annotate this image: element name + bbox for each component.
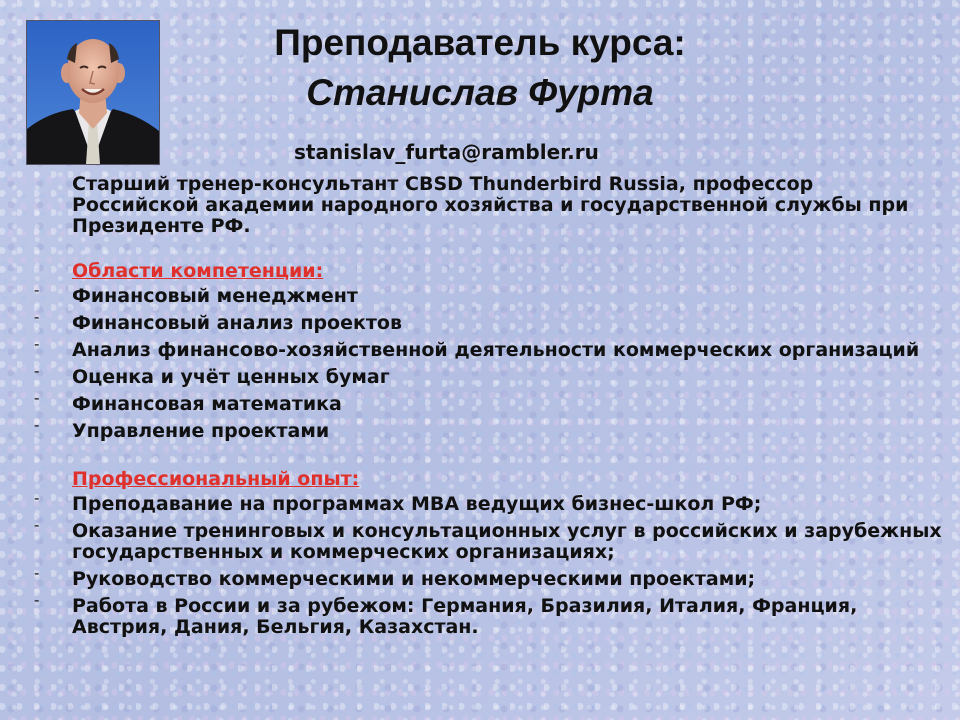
list-item: - Финансовый менеджмент — [72, 286, 942, 307]
experience-heading: Профессиональный опыт: — [72, 468, 360, 490]
list-item: - Финансовый анализ проектов — [72, 313, 942, 334]
list-item: - Руководство коммерческими и некоммерческими проектами; — [72, 569, 942, 590]
page-title: Преподаватель курса: — [274, 22, 686, 63]
portrait-photo — [26, 20, 160, 165]
list-item: - Оказание тренинговых и консультационных услуг в российских и зарубежных государственных и коммерческих организациях; — [72, 521, 942, 563]
list-item: - Анализ финансово-хозяйственной деятельности коммерческих организаций — [72, 340, 942, 361]
slide-content — [72, 174, 942, 638]
list-item: - Управление проектами — [72, 421, 942, 442]
list-item: - Преподавание на программах MBA ведущих бизнес-школ РФ; — [72, 494, 942, 515]
instructor-email: stanislav_furta@rambler.ru — [294, 140, 599, 164]
competence-list — [72, 286, 942, 442]
list-item: - Оценка и учёт ценных бумаг — [72, 367, 942, 388]
instructor-bio: Старший тренер-консультант CBSD Thunderbird Russia, профессор Российской академии народного хозяйства и государственной службы при Президенте РФ. — [72, 173, 909, 237]
experience-list — [72, 494, 942, 638]
list-item: - Финансовая математика — [72, 394, 942, 415]
instructor-name: Станислав Фурта — [306, 72, 654, 113]
competence-heading: Области компетенции: — [72, 260, 324, 282]
list-item: - Работа в России и за рубежом: Германия, Бразилия, Италия, Франция, Австрия, Дания, Бельгия, Казахстан. — [72, 596, 942, 638]
